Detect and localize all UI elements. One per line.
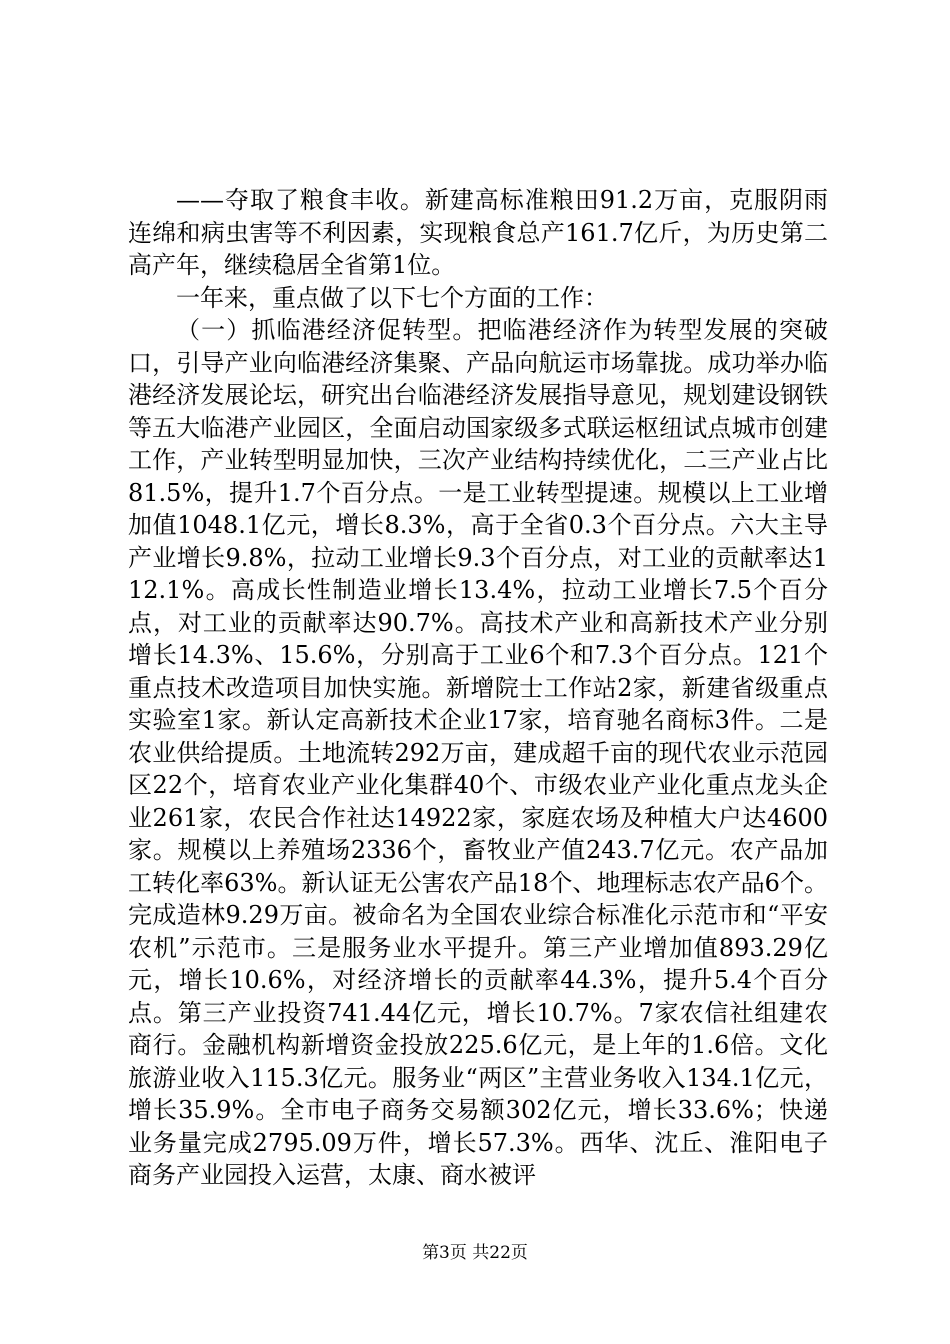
paragraph-seven-aspects-intro: 一年来，重点做了以下七个方面的工作： [176,283,608,312]
paragraph-grain-harvest: ——夺取了粮食丰收。新建高标准粮田91.2万亩，克服阴雨连绵和病虫害等不利因素，实现粮食总产161.7亿斤，为历史第二高产年，继续稳居全省第1位。 [128,186,828,279]
document-body [128,184,828,1192]
page-footer: 第3页 共22页 [422,1243,528,1263]
paragraph-port-economy: （一）抓临港经济促转型。把临港经济作为转型发展的突破口，引导产业向临港经济集聚、产品向航运市场靠拢。成功举办临港经济发展论坛，研究出台临港经济发展指导意见，规划建设钢铁等五大临港产业园区，全面启动国家级多式联运枢纽试点城市创建工作，产业转型明显加快，三次产业结构持续优化，二三产业占比81.5%，提升1.7个百分点。一是工业转型提速。规模以上工业增加值1048.1亿元，增长8.3%，高于全省0.3个百分点。六大主导产业增长9.8%，拉动工业增长9.3个百分点，对工业的贡献率达112.1%。高成长性制造业增长13.4%，拉动工业增长7.5个百分点，对工业的贡献率达90.7%。高技术产业和高新技术产业分别增长14.3%、15.6%，分别高于工业6个和7.3个百分点。121个重点技术改造项目加快实施。新增院士工作站2家，新建省级重点实验室1家。新认定高新技术企业17家，培育驰名商标3件。二是农业供给提质。土地流转292万亩，建成超千亩的现代农业示范园区22个，培育农业产业化集群40个、市级农业产业化重点龙头企业261家，农民合作社达14922家，家庭农场及种植大户达4600家。规模以上养殖场2336个，畜牧业产值243.7亿元。农产品加工转化率63%。新认证无公害农产品18个、地理标志农产品6个。完成造林9.29万亩。被命名为全国农业综合标准化示范市和“平安农机”示范市。三是服务业水平提升。第三产业增加值893.29亿元，增长10.6%，对经济增长的贡献率44.3%，提升5.4个百分点。第三产业投资741.44亿元，增长10.7%。7家农信社组建农商行。金融机构新增资金投放225.6亿元，是上年的1.6倍。文化旅游业收入115.3亿元。服务业“两区”主营业务收入134.1亿元，增长35.9%。全市电子商务交易额302亿元，增长33.6%；快递业务量完成2795.09万件，增长57.3%。西华、沈丘、淮阳电子商务产业园投入运营，太康、商水被评 [128,316,828,1189]
